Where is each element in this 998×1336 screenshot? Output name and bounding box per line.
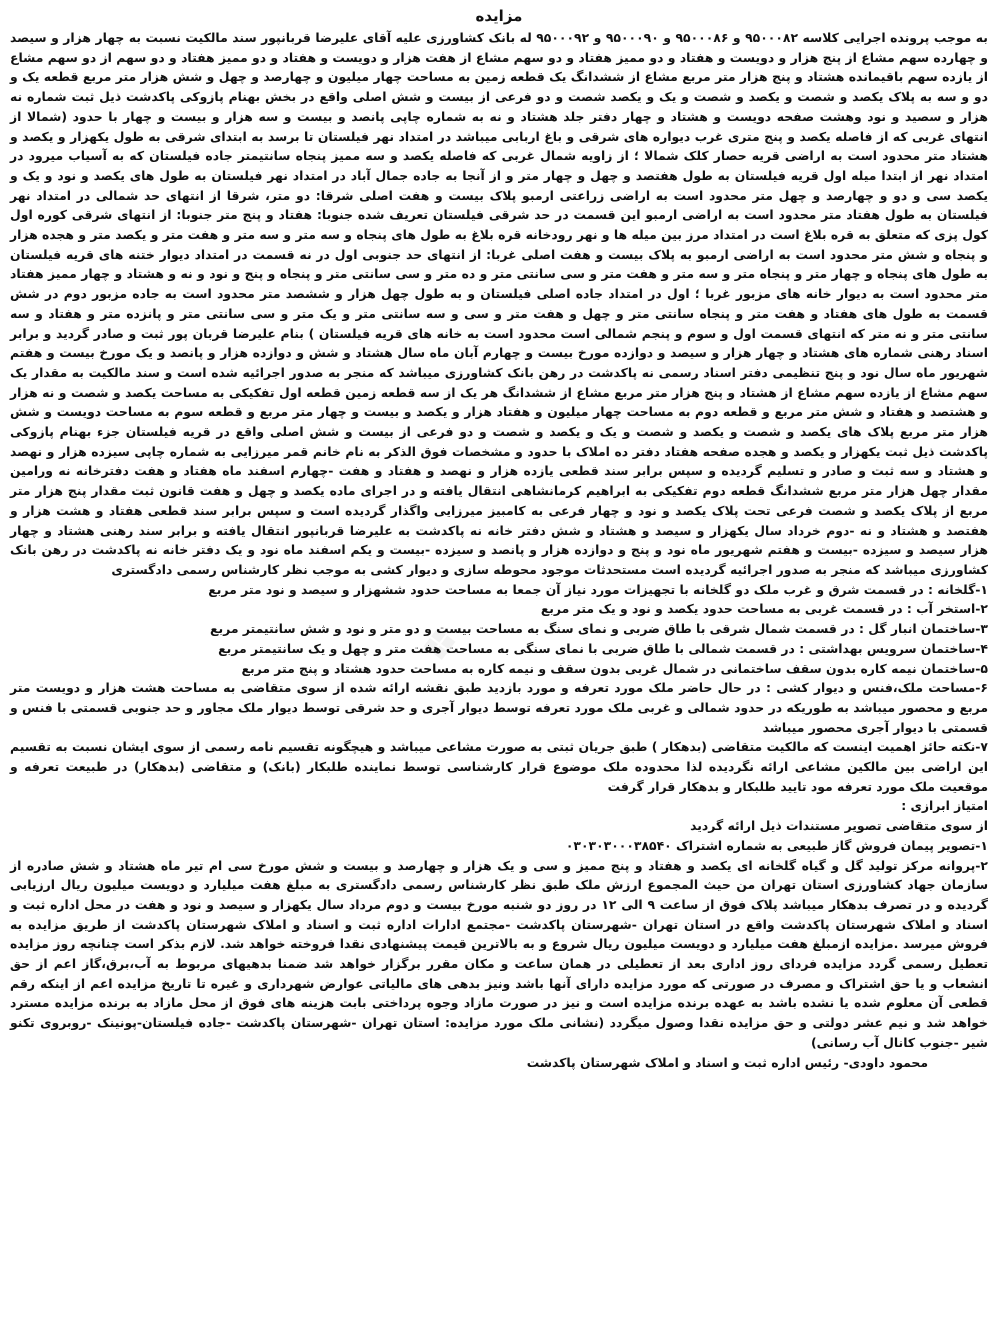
- privilege-item-gas: ۱-تصویر پیمان فروش گاز طبیعی به شماره اشتراک ۰۳۰۳۰۳۰۰۰۳۸۵۴۰: [565, 837, 988, 853]
- facility-item-greenhouse: ۱-گلخانه : در قسمت شرق و غرب ملک دو گلخانه با تجهیزات مورد نیاز آن جمعا به مساحت حدود ششهزار و سیصد و نود متر مربع: [208, 581, 988, 597]
- facility-item-warehouse: ۳-ساختمان انبار گل : در قسمت شمال شرقی با طاق ضربی و نمای سنگ به مساحت بیست و دو متر و نود و شش سانتیمتر مربع: [210, 621, 988, 637]
- watermark: ❖: [416, 617, 463, 674]
- facility-item-pool: ۲-استخر آب : در قسمت غربی به مساحت حدود یکصد و نود و یک متر مربع: [540, 601, 988, 617]
- facility-item-unfinished-building: ۵-ساختمان نیمه کاره بدون سقف ساختمانی در شمال غربی بدون سقف و نیمه کاره به مساحت حدود هشتاد و پنج متر مربع: [241, 660, 988, 676]
- facility-item-area-fence: ۶-مساحت ملک،فنس و دیوار کشی : در حال حاضر ملک مورد تعرفه و مورد بازدید طبق نقشه ارائه شده از سوی متقاضی به مساحت هشت هزار و دویست متر مربع و محصور میباشد به طوریکه در حدود شمالی و غربی ملک مورد تعرفه توسط دیوار آجری و حد شرقی توسط دیوار ملک مجاور و حد جنوبی قسمتی با فنس و قسمتی با دیوار آجری محصور میباشد: [10, 680, 988, 735]
- facilities-list: [10, 580, 988, 797]
- notice-title: مزایده: [475, 7, 523, 25]
- privilege-heading: امتیاز ابرازی :: [901, 798, 988, 814]
- signature: محمود داودی- رئیس اداره ثبت و اسناد و املاک شهرستان پاکدشت: [526, 1054, 928, 1070]
- facility-item-restroom: ۴-ساختمان سرویس بهداشتی : در قسمت شمالی با طاق ضربی با نمای سنگی به مساحت هفت متر و چهل و یک سانتیمتر مربع: [218, 640, 988, 656]
- facility-item-note: ۷-نکته حائز اهمیت اینست که مالکیت متقاضی (بدهکار ) طبق جریان ثبتی به صورت مشاعی میباشد و هیچگونه تقسیم نامه رسمی از سوی ایشان نسبت به تقسیم این اراضی بین مالکین مشاعی ارائه نگردیده لذا محدوده ملک موضوع قرار کارشناسی توسط نماینده طلبکار (بانک) و متقاضی (بدهکار) در طبیعت تعرفه و موقعیت ملک مورد تعرفه مود تایید طلبکار و بدهکار قرار گرفت: [10, 739, 988, 794]
- privilege-intro: از سوی متقاضی تصویر مستندات ذیل ارائه گردید: [690, 818, 988, 834]
- notice-body: به موجب پرونده اجرایی کلاسه ۹۵۰۰۰۸۲ و ۹۵۰۰۰۸۶ و ۹۵۰۰۰۹۰ و ۹۵۰۰۰۹۲ له بانک کشاورزی علیه آقای علیرضا قربانپور سند مالکیت نسبت به چهار هزار و سیصد و چهارده سهم مشاع از پنج هزار و دویست و هفتاد و دو ممیز هفتاد و دو سهم مشاع از هفت هزار و دویست و هفتاد و دو ممیز هفتاد و دو سهم از دو سهم مشاع از یازده سهم باقیمانده هشتاد و پنج هزار متر مربع مشاع از ششدانگ یک قطعه زمین به مساحت چهار میلیون و چهارصد و چهل و شش هزار متر مربع قطعه یک و دو و سه به پلاک یکصد و شصت و یکصد و شصت و یک و یکصد شصت و دو فرعی از بیست و شش اصلی واقع در بخش بهنام پازوکی پاکدشت ذیل ثبت شماره نه هزار و سصید و نود وهشت صفحه دویست و هشتاد و چهار دفتر جلد هشتاد و نه به شماره چاپی پانصد و بیست و سه هزار و بیست و چهار با حدود (شمالا از انتهای غربی که از فاصله یکصد و پنج متری غرب دیواره های شرقی و باغ اربابی میباشد در امتداد نهر فیلستان تا برسد به ابتدای شرقی به طول یکهزار و یکصد و هشتاد متر محدود است به اراضی قریه حصار کلک شمالا ؛ از زاویه شمال غربی که فاصله یکصد و سه ممیز پنجاه سانتیمتر جاده فیلستان که به آسیاب میرود در امتداد نهر از ابتدا میله اول قریه فیلستان به طول هفتصد و چهل و چهار متر و از آنجا به جاده جمال آباد در امتداد نهر فیلستان به طول های یکصد و نود و یک و یکصد سی و دو و چهارصد و چهل متر محدود است به اراضی زراعتی ارمبو پلاک بیست و هفت اصلی شرقا: دو متر، شرقا از انتهای حد شمالی در امتداد نهر فیلستان به طول هفتاد متر محدود است به اراضی ارمبو این قسمت در حد شرقی فیلستان تعریف شده جنوبا: هفتاد و پنج متر جنوبا: از انتهای شرقی کوره اول کول پزی که متعلق به قره بلاغ است در امتداد مرز بین میله ها و نهر رودخانه قره بلاغ به طول های پنجاه و سه متر و سه متر و هفت متر و یکصد متر و هجده هزار و پنجاه و شش متر محدود است به اراضی ارمبو به پلاک بیست و هفت اصلی غربا: از انتهای حد جنوبی اول در نه قسمت در امتداد دیوار ختنه های قریه فیلستان به طول های پنجاه و چهار متر و پنجاه متر و سه متر و هفت متر و سی سانتی متر و ده متر و سی سانتی متر و پنجاه و پنج و نود و نه و هشتاد و چهار ممیز هفتاد متر محدود است به دیوار خانه های مزبور غربا ؛ اول در امتداد جاده اصلی فیلستان و به طول چهل هزار و ششصد متر محدود است به جاده مزبور دوم در شش قسمت به طول های هفتاد و هفت متر و پنجاه سانتی متر و چهل و هفت متر و سی و سه سانتی متر و یک متر و سی سانتی متر و پانزده متر و هفتاد و سه سانتی متر و نه متر که انتهای قسمت اول و سوم و پنجم شمالی است محدود است به خانه های قریه فیلستان ) بنام علیرضا قربان پور ثبت و صادر گردید و برابر اسناد رهنی شماره های هشتاد و چهار هزار و سیصد و دوازده مورخ بیست و چهارم آبان ماه سال هشتاد و شش و دوازده هزار و پانصد و یک مورخ بیست و هفتم شهریور ماه سال نود و پنج تنظیمی دفتر اسناد رسمی نه پاکدشت در رهن بانک کشاورزی میباشد که منجر به صدور اجرائیه شده است و سند مالکیت به مقدار یک سهم مشاع از یازده سهم مشاع از هشتاد و پنج هزار متر مربع مشاع از ششدانگ هر یک از سه قطعه زمین قطعه اول تفکیکی به مساحت یکصد و شصت و نه هزار و هشتصد و هفتاد و شش متر مربع و قطعه دوم به مساحت چهار میلیون و هفتاد هزار و یکصد و بیست و چهار متر مربع و قطعه سوم به مساحت دویست و شش هزار متر مربع پلاک های یکصد و شصت و یکصد و شصت و یک و یکصد و شصت و دو فرعی از بیست و شش اصلی واقع در قریه فیلستان جزء بهنام پازوکی پاکدشت ذیل ثبت یکهزار و یکصد و هجده صفحه هفتاد دفتر ده املاک با حدود و مشخصات فوق الذکر به نام خانم قمر میرزایی به شماره چاپی سیزده هزار و نهصد و هشتاد و سه ثبت و صادر و تسلیم گردیده و سپس برابر سند قطعی یازده هزار و نهصد و هفتاد و هفت -چهارم اسفند ماه هفتاد و هفت دفترخانه نه ورامین مقدار چهل هزار متر مربع ششدانگ قطعه دوم تفکیکی به ابراهیم کرمانشاهی انتقال یافته و در اجرای ماده یکصد و چهل و هفت قانون ثبت مقدار پنج هزار متر مربع از پلاک یکصد و شصت فرعی تحت پلاک یکصد و نود و چهار فرعی به کامبیز میرزایی واگذار گردیده است و سپس برابر سند قطعی هفتاد و هشت هزار و هفتصد و هشتاد و نه -دوم خرداد سال یکهزار و سیصد و هشتاد و شش دفتر خانه نه پاکدشت به علیرضا قربانپور انتقال یافته و برابر سند رهنی هشتاد و چهار هزار سیصد و سیزده -بیست و هفتم شهریور ماه نود و پنج و دوازده هزار و پانصد و سیزده -بیست و یکم اسفند ماه نود و یک دفتر خانه نه پاکدشت در رهن بانک کشاورزی میباشد که منجر به صدور اجرائیه گردیده است مستحدثات موجود محوطه سازی و دیوار کشی به موجب نظر کارشناس رسمی دادگستری: [10, 30, 988, 577]
- closing-paragraph: ۲-پروانه مرکز تولید گل و گیاه گلخانه ای یکصد و هفتاد و پنج ممیز و سی و یک هزار و چهارصد و بیست و شش مورخ سی ام تیر ماه هشتاد و شش صادره از سازمان جهاد کشاورزی استان تهران من حیث المجموع ارزش ملک طبق نظر کارشناس رسمی دادگستری به مبلغ هفت میلیارد و دویست میلیون ریال ارزیابی گردیده و در تصرف بدهکار میباشد پلاک فوق از ساعت ۹ الی ۱۲ در روز دو شنبه مورخ بیست و دوم مرداد سال یکهزار و سیصد و نود و هفت در محل اداره ثبت و اسناد و املاک شهرستان پاکدشت واقع در استان تهران -شهرستان پاکدشت -مجتمع ادارات اداره ثبت و اسناد و املاک شهرستان پاکدشت از طریق مزایده به فروش میرسد .مزایده ازمبلغ هفت میلیارد و دویست میلیون ریال شروع و به بالاترین قیمت پیشنهادی نقدا فروخته خواهد شد. لازم بذکر است چنانچه روز مزایده تعطیل رسمی گردد مزایده فردای روز اداری بعد از تعطیلی در همان ساعت و مکان مقرر برگزار خواهد شد ضمنا بدهیهای مربوط به آب،برق،گاز اعم از حق انشعاب و یا حق اشتراک و مصرف در صورتی که مورد مزایده دارای آنها باشد ونیز بدهی های مالیاتی عوارض شهرداری و غیره تا تاریخ مزایده اعم از اینکه رقم قطعی آن معلوم شده یا نشده باشد به عهده برنده مزایده است و نیز در صورت مازاد وجوه پرداختی بابت هزینه های فوق از محل مازاد به برنده مزایده مسترد خواهد شد و نیم عشر دولتی و حق مزایده نقدا وصول میگردد (نشانی ملک مورد مزایده: استان تهران -شهرستان پاکدشت -جاده فیلستان-پونینک -روبروی تکنو شیر -جنوب کانال آب رسانی): [10, 857, 988, 1050]
